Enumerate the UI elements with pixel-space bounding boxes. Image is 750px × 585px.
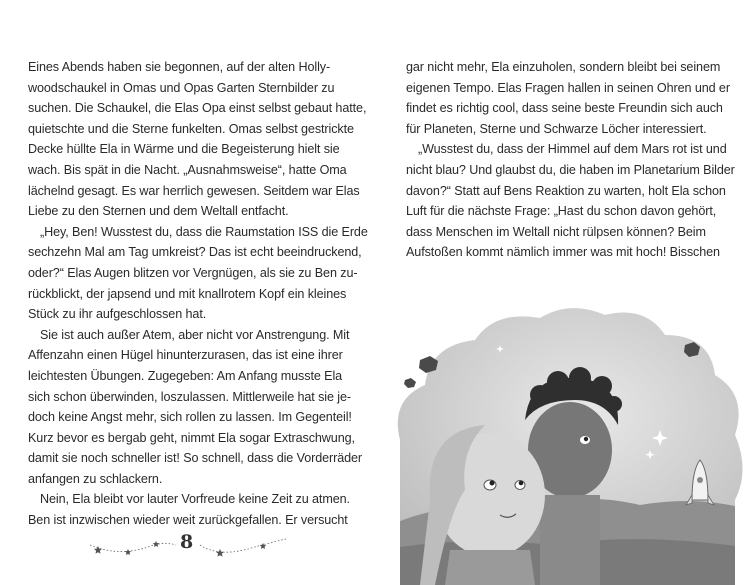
illustration-kids-looking-at-sky: [380, 300, 750, 585]
paragraph: [28, 57, 367, 222]
text-line: Aufstoßen kommt nämlich immer was mit hoch! Bisschen: [406, 245, 720, 260]
text-line: woodschaukel in Omas und Opas Garten Sternbilder zu: [28, 80, 335, 95]
text-line: damit sie noch schneller ist! So schnell, dass die Vorderräder: [28, 451, 363, 466]
text-line: Luft für die nächste Frage: „Hast du schon davon gehört,: [406, 204, 717, 219]
text-line: findet es richtig cool, dass seine beste Freundin sich auch: [406, 101, 723, 116]
text-line: sechzehn Mal am Tag umkreist? Das ist echt beeindruckend,: [28, 245, 362, 260]
paragraph: [28, 222, 368, 325]
text-line: „Hey, Ben! Wusstest du, dass die Raumstation ISS die Erde: [40, 224, 368, 239]
text-line: Decke hüllte Ela in Wärme und die Begeisterung hielt sie: [28, 142, 340, 157]
page-number: 8: [180, 531, 194, 553]
text-line: davon?“ Statt auf Bens Reaktion zu warten, holt Ela schon: [406, 183, 726, 198]
text-line: gar nicht mehr, Ela einzuholen, sondern bleibt bei seinem: [406, 60, 721, 74]
text-line: Kurz bevor es bergab geht, nimmt Ela sogar Extraschwung,: [28, 430, 355, 445]
text-line: Liebe zu den Sternen und dem Weltall entfacht.: [28, 204, 289, 219]
text-line: Stück zu ihr aufgeschlossen hat.: [28, 307, 207, 322]
paragraph: [406, 139, 735, 263]
text-line: wach. Bis spät in die Nacht. „Ausnahmsweise“, hatte Oma: [28, 162, 347, 177]
text-line: rückblickt, der japsend und mit knallrotem Kopf ein kleines: [28, 286, 347, 301]
text-line: suchen. Die Schaukel, die Elas Opa einst selbst gebaut hatte,: [28, 101, 367, 116]
paragraph: [28, 489, 362, 530]
text-line: nicht blau? Und glaubst du, die haben im Planetarium Bilder: [406, 162, 735, 177]
text-line: Sie ist auch außer Atem, aber nicht vor Anstrengung. Mit: [40, 327, 350, 342]
text-line: doch keine Angst mehr, sich rollen zu lassen. Im Gegenteil!: [28, 410, 352, 425]
text-line: anfangen zu schlackern.: [28, 471, 163, 486]
text-line: quietschte und die Sterne funkelten. Omas selbst gestrickte: [28, 121, 354, 136]
text-line: „Wusstest du, dass der Himmel auf dem Mars rot ist und: [418, 142, 727, 157]
text-line: für Planeten, Sterne und Schwarze Löcher interessiert.: [406, 121, 707, 136]
text-line: leichtesten Übungen. Zugegeben: Am Anfang musste Ela: [28, 368, 343, 383]
paragraph: [406, 57, 728, 139]
text-line: Affenzahn einen Hügel hinunterzurasen, das ist eine ihrer: [28, 348, 343, 363]
text-line: Ben ist inzwischen wieder weit zurückgefallen. Er versucht: [28, 513, 348, 528]
paragraph: [28, 325, 362, 490]
text-line: sich schon überwinden, loszulassen. Mittlerweile hat sie je-: [28, 389, 351, 404]
text-line: Eines Abends haben sie begonnen, auf der alten Holly-: [28, 60, 331, 74]
text-line: Nein, Ela bleibt vor lauter Vorfreude keine Zeit zu atmen.: [40, 492, 350, 507]
text-line: dass Menschen im Weltall nicht rülpsen können? Beim: [406, 224, 706, 239]
text-line: lächelnd gesagt. Es war herrlich gewesen. Seitdem war Elas: [28, 183, 360, 198]
right-text-column: [406, 57, 735, 263]
text-line: oder?“ Elas Augen blitzen vor Vergnügen, als sie zu Ben zu-: [28, 265, 358, 280]
left-text-column: [28, 57, 368, 531]
text-line: eigenen Tempo. Elas Fragen hallen in seinen Ohren und er: [406, 80, 730, 95]
